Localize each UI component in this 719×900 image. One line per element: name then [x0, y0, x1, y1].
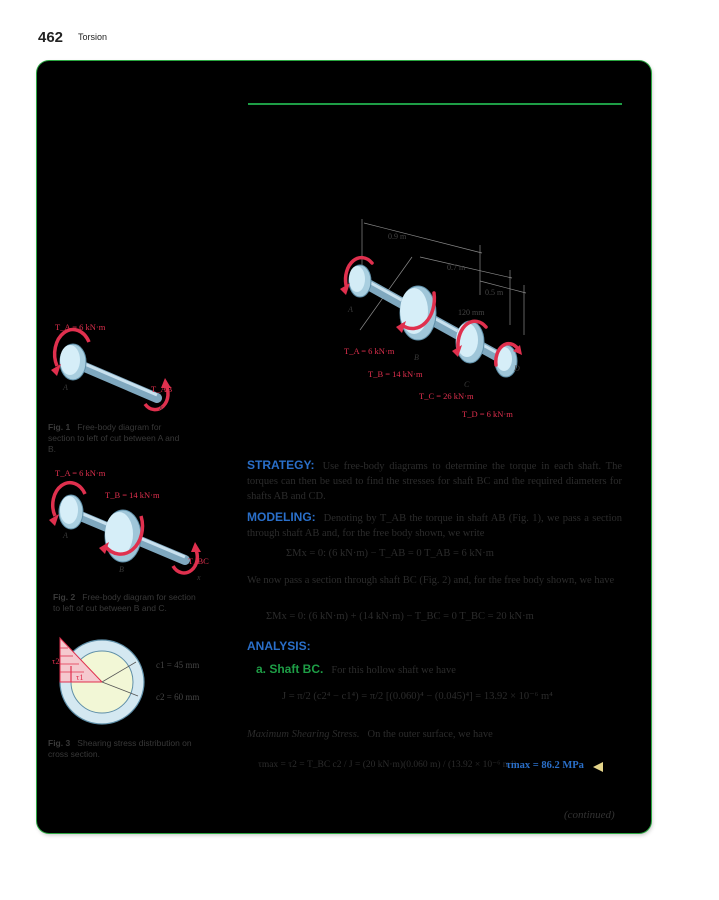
fig3-diagram — [52, 634, 222, 734]
load-tb: T_B = 14 kN·m — [368, 369, 423, 379]
load-td: T_D = 6 kN·m — [462, 409, 513, 419]
fig2-diagram — [45, 464, 225, 584]
continued-note: (continued) — [564, 809, 615, 821]
point-a: A — [348, 305, 353, 314]
point-c: C — [464, 380, 470, 389]
answer-marker-icon — [592, 761, 604, 773]
fig2-caption — [53, 592, 201, 614]
fig2-point-b: B — [119, 565, 124, 574]
fig1-caption — [48, 422, 186, 455]
modeling-heading: MODELING: — [247, 510, 316, 524]
fig1-point-a: A — [63, 383, 68, 392]
dim-05: 0.5 m — [485, 288, 504, 297]
modeling-paragraph — [247, 510, 622, 541]
fig2-caption-num: Fig. 2 — [53, 592, 76, 602]
fig2-load-a: T_A = 6 kN·m — [55, 468, 106, 478]
fig2-caption-text: Free-body diagram for section to left of cut between B and C. — [53, 592, 196, 613]
shaft-bc-text: For this hollow shaft we have — [331, 665, 456, 676]
running-head: Torsion — [78, 32, 108, 42]
fig1-diagram — [45, 318, 225, 418]
main-shaft-figure — [330, 215, 630, 430]
max-shear-text: On the outer surface, we have — [367, 729, 493, 740]
fig3-caption — [48, 738, 196, 760]
modeling-text-2: We now pass a section through shaft BC (Fig. 2) and, for the free body shown, we have — [247, 575, 615, 586]
max-shear-title: Maximum Shearing Stress. — [247, 729, 360, 740]
analysis-heading: ANALYSIS: — [247, 639, 311, 653]
fig1-axis: x — [159, 403, 163, 412]
fig1-caption-text: Free-body diagram for section to left of cut between A and B. — [48, 422, 180, 454]
shaft-bc-paragraph — [256, 662, 622, 678]
dim-07: 0.7 m — [447, 263, 466, 272]
dim-120: 120 mm — [458, 308, 485, 317]
strategy-paragraph — [247, 458, 622, 504]
fig3-tau1: τ1 — [76, 672, 84, 682]
modeling-equation-2: ΣMx = 0: (6 kN·m) + (14 kN·m) − T_BC = 0 T_BC = 20 kN·m — [266, 611, 534, 622]
fig1-load: T_A = 6 kN·m — [55, 322, 106, 332]
fig3-c1: c1 = 45 mm — [156, 660, 200, 670]
load-tc: T_C = 26 kN·m — [419, 391, 474, 401]
fig3-tau2: τ2 — [52, 656, 60, 666]
polar-moment-equation: J = π/2 (c2⁴ − c1⁴) = π/2 [(0.060)⁴ − (0.045)⁴] = 13.92 × 10⁻⁶ m⁴ — [282, 691, 553, 702]
modeling-text-1: Denoting by T_AB the torque in shaft AB (Fig. 1), we pass a section through shaft AB and, for the free body shown, we write — [247, 513, 622, 539]
point-b: B — [414, 353, 419, 362]
strategy-text: Use free-body diagrams to determine the torque in each shaft. The torques can then be used to find the stresses for shaft BC and the required diameters for shafts AB and CD. — [247, 461, 622, 502]
page-number: 462 — [38, 29, 64, 46]
fig3-caption-num: Fig. 3 — [48, 738, 71, 748]
fig2-axis: x — [197, 573, 201, 582]
max-shear-result: τmax = 86.2 MPa — [506, 760, 584, 771]
top-rule — [248, 103, 622, 105]
dim-09: 0.9 m — [388, 232, 407, 241]
shaft-bc-heading: a. Shaft BC. — [256, 662, 324, 676]
max-shear-paragraph — [247, 727, 622, 742]
fig2-point-a: A — [63, 531, 68, 540]
strategy-heading: STRATEGY: — [247, 458, 315, 472]
fig1-caption-num: Fig. 1 — [48, 422, 71, 432]
fig3-c2: c2 = 60 mm — [156, 692, 200, 702]
point-d: D — [514, 364, 520, 373]
load-ta: T_A = 6 kN·m — [344, 346, 395, 356]
max-shear-equation: τmax = τ2 = T_BC c2 / J = (20 kN·m)(0.060 m) / (13.92 × 10⁻⁶ m⁴) — [258, 760, 517, 770]
fig2-internal: T_BC — [188, 556, 209, 566]
fig1-internal: T_AB — [151, 384, 173, 394]
fig2-load-b: T_B = 14 kN·m — [105, 490, 160, 500]
modeling-equation-1: ΣMx = 0: (6 kN·m) − T_AB = 0 T_AB = 6 kN·m — [286, 548, 494, 559]
fig3-caption-text: Shearing stress distribution on cross section. — [48, 738, 192, 759]
